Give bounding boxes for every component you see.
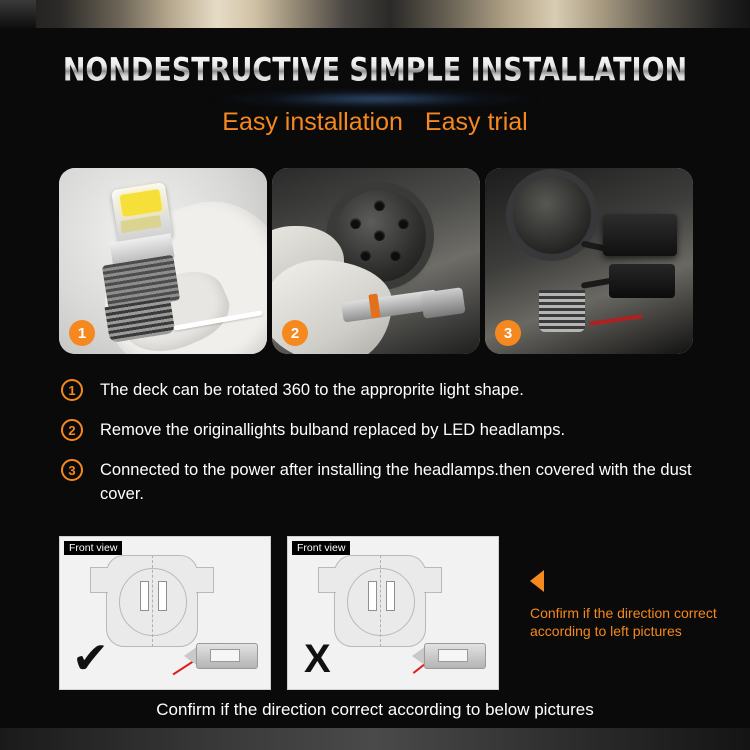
left-pointer-triangle-icon — [530, 570, 544, 592]
card-badge-3: 3 — [495, 320, 521, 346]
subtitle-right: Easy trial — [424, 108, 528, 136]
photo-card-1 — [59, 168, 267, 354]
socket-tab-left-2 — [318, 567, 336, 593]
instruction-item-1 — [56, 378, 716, 402]
instruction-item-3 — [56, 458, 716, 506]
bulb-blade-left-a — [140, 581, 149, 611]
front-view-label-left: Front view — [64, 541, 122, 555]
photo-card-3 — [485, 168, 693, 354]
instruction-item-2 — [56, 418, 716, 442]
card-badge-2: 2 — [282, 320, 308, 346]
bulb-window-right — [438, 649, 468, 662]
front-view-label-right: Front view — [292, 541, 350, 555]
page-subtitle — [0, 108, 750, 137]
incorrect-x-mark: X — [304, 637, 331, 681]
photo-card-2 — [272, 168, 480, 354]
photo-card-row — [0, 168, 750, 358]
socket-tab-left-1 — [90, 567, 108, 593]
bottom-decorative-strip — [0, 728, 750, 750]
side-note-text: Confirm if the direction correct according to left pictures — [530, 605, 717, 639]
subtitle-left: Easy installation — [222, 108, 403, 136]
diagram-panel-incorrect — [287, 536, 499, 690]
correct-check-mark: ✔ — [72, 633, 109, 684]
step-text-1: The deck can be rotated 360 to the approprite light shape. — [100, 381, 524, 399]
instruction-list — [56, 378, 716, 522]
card-badge-1: 1 — [69, 320, 95, 346]
bulb-blade-right-b — [386, 581, 395, 611]
bulb-side-view-right — [412, 639, 490, 673]
bulb-blade-right-a — [368, 581, 377, 611]
dust-cover-shape-2 — [513, 176, 591, 254]
socket-tab-right-1 — [196, 567, 214, 593]
step-number-1: 1 — [61, 379, 83, 401]
bottom-caption: Confirm if the direction correct according to below pictures — [156, 700, 594, 719]
step-number-2: 2 — [61, 419, 83, 441]
page-title: NONDESTRUCTIVE SIMPLE INSTALLATION — [0, 52, 750, 89]
diagram-panel-correct — [59, 536, 271, 690]
step-number-3: 3 — [61, 459, 83, 481]
step-text-2: Remove the originallights bulband replaced by LED headlamps. — [100, 421, 566, 439]
side-note — [530, 570, 730, 640]
bulb-side-view-left — [184, 639, 262, 673]
installed-bulb-heatsink-shape — [539, 290, 585, 332]
top-strip-corner — [0, 0, 36, 28]
bulb-blade-left-b — [158, 581, 167, 611]
top-decorative-strip — [0, 0, 750, 28]
title-glow — [210, 90, 540, 108]
led-driver-box-lower — [609, 264, 675, 298]
socket-tab-right-2 — [424, 567, 442, 593]
socket-centerline-right — [380, 555, 381, 647]
led-driver-box-upper — [603, 214, 677, 256]
bulb-window-left — [210, 649, 240, 662]
socket-centerline-left — [152, 555, 153, 647]
step-text-3: Connected to the power after installing the headlamps.then covered with the dust cover. — [100, 461, 692, 503]
